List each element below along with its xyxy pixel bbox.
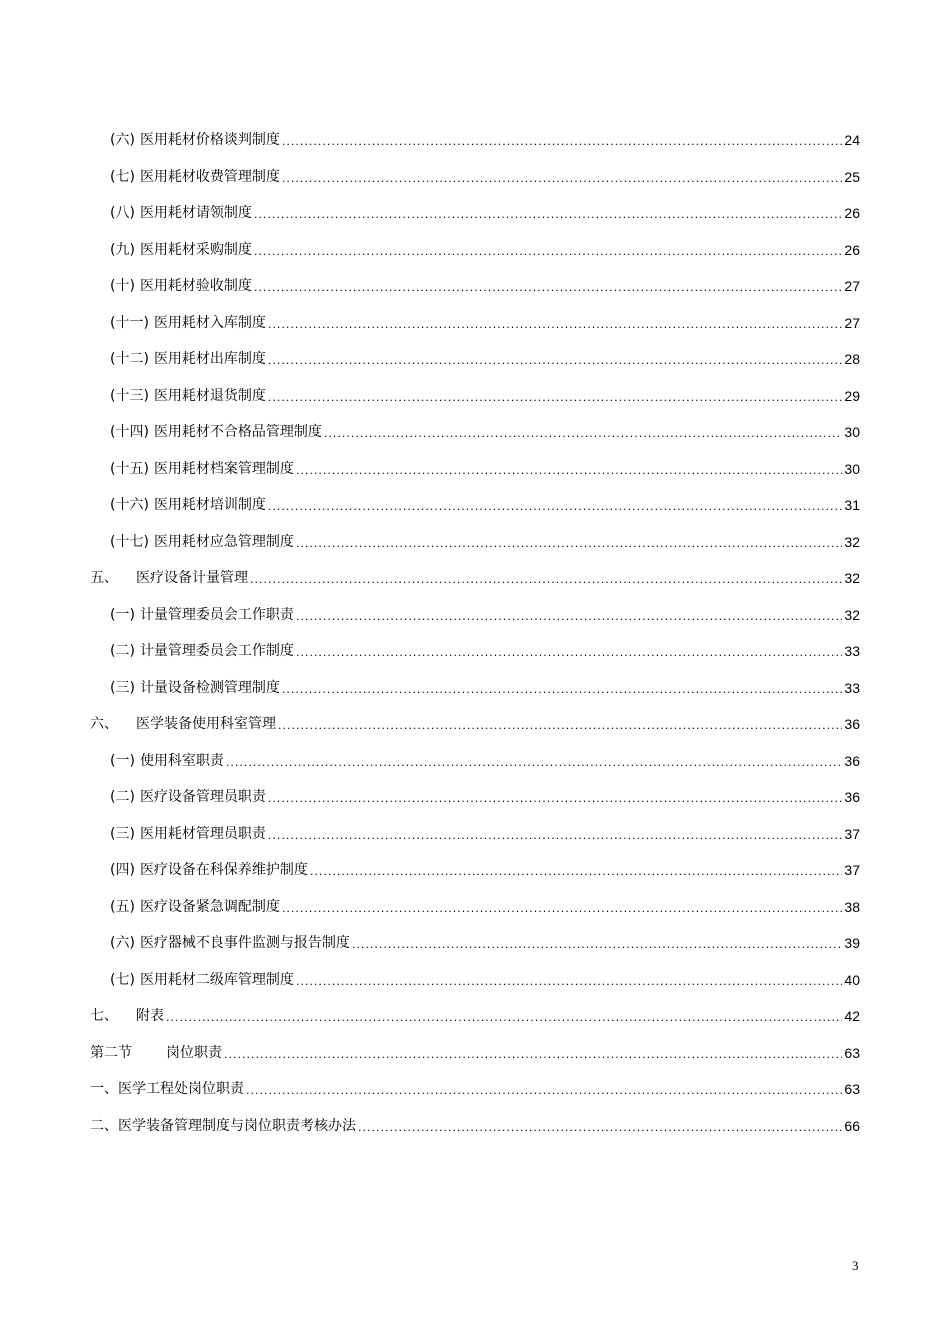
toc-entry-title	[90, 1006, 164, 1026]
toc-entry-page: 30	[844, 424, 860, 440]
toc-entry-title	[90, 1043, 222, 1063]
toc-entry-page: 38	[844, 898, 860, 915]
toc-dot-leader	[268, 826, 842, 846]
toc-entry-number: 六、	[90, 716, 118, 732]
toc-entry[interactable]	[90, 130, 860, 167]
toc-entry-number: 五、	[90, 570, 118, 586]
toc-entry[interactable]	[90, 714, 860, 751]
toc-entry-number: (八)	[110, 205, 135, 221]
toc-entry-number: (七)	[110, 971, 135, 988]
toc-entry-title	[110, 824, 266, 844]
toc-entry[interactable]	[90, 824, 860, 861]
toc-entry-page: 66	[844, 1117, 860, 1134]
toc-entry-title	[110, 167, 280, 187]
toc-entry-title	[110, 605, 294, 625]
toc-entry-number: (十七)	[110, 533, 149, 550]
toc-dot-leader	[268, 789, 842, 809]
toc-entry[interactable]	[90, 240, 860, 277]
toc-dot-leader	[282, 169, 842, 189]
toc-entry-page: 42	[844, 1008, 860, 1024]
toc-entry-text: 医用耗材价格谈判制度	[139, 132, 280, 148]
toc-entry-number: (六)	[110, 132, 135, 148]
toc-entry-number: (五)	[110, 898, 135, 915]
toc-dot-leader	[282, 899, 842, 919]
toc-entry-page: 27	[844, 314, 860, 331]
toc-entry-title	[110, 313, 266, 333]
toc-entry-page: 36	[844, 789, 860, 805]
toc-entry-text: 医疗器械不良事件监测与报告制度	[139, 935, 350, 951]
toc-entry-page: 27	[844, 278, 860, 294]
toc-dot-leader	[310, 862, 842, 882]
toc-entry-title	[90, 568, 248, 588]
toc-entry[interactable]	[90, 751, 860, 788]
toc-dot-leader	[296, 643, 842, 663]
toc-dot-leader	[268, 497, 842, 517]
toc-entry[interactable]	[90, 532, 860, 569]
toc-entry-title	[90, 1079, 244, 1099]
toc-entry-text: 医学装备使用科室管理	[136, 716, 276, 732]
toc-entry[interactable]	[90, 422, 860, 459]
toc-entry-number: 七、	[90, 1008, 118, 1024]
toc-dot-leader	[358, 1118, 842, 1138]
toc-entry-number: (十三)	[110, 387, 149, 404]
toc-entry-text: 医用耗材应急管理制度	[153, 533, 294, 550]
toc-entry-title	[110, 751, 224, 771]
toc-entry-text: 计量管理委员会工作制度	[139, 643, 294, 659]
toc-dot-leader	[296, 534, 842, 554]
toc-entry-title	[110, 897, 280, 917]
toc-entry-number: (六)	[110, 935, 135, 951]
toc-entry-text: 医疗设备计量管理	[136, 570, 248, 586]
toc-entry-title	[90, 1116, 356, 1136]
toc-entry-text: 附表	[136, 1008, 164, 1024]
toc-entry[interactable]	[90, 568, 860, 605]
toc-entry[interactable]	[90, 897, 860, 934]
toc-entry-page: 37	[844, 862, 860, 878]
toc-dot-leader	[268, 388, 842, 408]
toc-entry-page: 28	[844, 351, 860, 367]
toc-dot-leader	[268, 351, 842, 371]
toc-entry-page: 29	[844, 387, 860, 404]
toc-entry-text: 一、医学工程处岗位职责	[90, 1081, 244, 1097]
toc-entry-title	[110, 678, 280, 698]
toc-entry-text: 医疗设备管理员职责	[139, 789, 266, 805]
toc-entry-number: (十五)	[110, 460, 149, 477]
toc-dot-leader	[296, 607, 842, 627]
toc-entry-title	[110, 276, 252, 296]
toc-entry-text: 医用耗材收费管理制度	[139, 168, 280, 185]
toc-entry-title	[110, 860, 308, 880]
toc-entry[interactable]	[90, 459, 860, 496]
toc-entry-page: 37	[844, 825, 860, 842]
toc-entry-number: (九)	[110, 241, 135, 258]
toc-entry-page: 32	[844, 606, 860, 623]
toc-entry-text: 医用耗材二级库管理制度	[139, 971, 294, 988]
toc-entry-page: 36	[844, 752, 860, 769]
toc-entry[interactable]	[90, 787, 860, 824]
toc-entry-number: (一)	[110, 606, 135, 623]
toc-entry[interactable]	[90, 1116, 860, 1153]
toc-entry-page: 31	[844, 497, 860, 513]
toc-entry-number: (三)	[110, 825, 135, 842]
toc-entry[interactable]	[90, 313, 860, 350]
toc-dot-leader	[254, 278, 842, 298]
toc-entry-number: (三)	[110, 679, 135, 696]
toc-entry-text: 医用耗材管理员职责	[139, 825, 266, 842]
table-of-contents	[90, 130, 860, 1152]
toc-entry-text: 二、医学装备管理制度与岗位职责考核办法	[90, 1117, 356, 1134]
toc-entry-text: 计量管理委员会工作职责	[139, 606, 294, 623]
toc-entry-number: (十四)	[110, 424, 149, 440]
toc-entry[interactable]	[90, 349, 860, 386]
toc-entry-title	[110, 787, 266, 807]
toc-entry-number: 第二节	[90, 1044, 132, 1061]
toc-entry-title	[110, 532, 294, 552]
toc-entry-text: 医用耗材不合格品管理制度	[153, 424, 322, 440]
toc-entry-title	[110, 970, 294, 990]
toc-dot-leader	[226, 753, 842, 773]
toc-entry-title	[110, 240, 252, 260]
toc-entry-text: 医用耗材出库制度	[153, 351, 266, 367]
toc-entry-page: 33	[844, 679, 860, 696]
toc-entry-page: 25	[844, 168, 860, 185]
toc-dot-leader	[282, 132, 842, 152]
toc-entry-page: 40	[844, 971, 860, 988]
toc-entry-number: (十二)	[110, 351, 149, 367]
toc-entry-page: 26	[844, 205, 860, 221]
toc-entry-text: 医疗设备紧急调配制度	[139, 898, 280, 915]
toc-dot-leader	[254, 242, 842, 262]
toc-entry-page: 30	[844, 460, 860, 477]
toc-entry-title	[110, 459, 294, 479]
toc-dot-leader	[224, 1045, 842, 1065]
toc-entry-number: (二)	[110, 789, 135, 805]
toc-entry-title	[110, 641, 294, 661]
toc-entry-page: 24	[844, 132, 860, 148]
toc-entry-text: 计量设备检测管理制度	[139, 679, 280, 696]
toc-entry-number: (一)	[110, 752, 135, 769]
toc-entry-title	[110, 130, 280, 150]
toc-entry[interactable]	[90, 970, 860, 1007]
toc-entry-text: 医用耗材档案管理制度	[153, 460, 294, 477]
toc-entry-text: 医用耗材退货制度	[153, 387, 266, 404]
toc-entry-number: (二)	[110, 643, 135, 659]
toc-entry[interactable]	[90, 605, 860, 642]
toc-entry-number: (十一)	[110, 314, 149, 331]
toc-dot-leader	[166, 1008, 842, 1028]
toc-entry[interactable]	[90, 1043, 860, 1080]
toc-entry[interactable]	[90, 167, 860, 204]
toc-entry-page: 32	[844, 570, 860, 586]
toc-entry-text: 医用耗材培训制度	[153, 497, 266, 513]
toc-entry-page: 26	[844, 241, 860, 258]
toc-entry-title	[110, 349, 266, 369]
toc-entry-text: 医用耗材请领制度	[139, 205, 252, 221]
toc-entry-number: (十)	[110, 278, 135, 294]
toc-entry-text: 岗位职责	[166, 1044, 222, 1061]
toc-entry-text: 医用耗材验收制度	[139, 278, 252, 294]
toc-dot-leader	[282, 680, 842, 700]
toc-dot-leader	[254, 205, 842, 225]
toc-entry-text: 医疗设备在科保养维护制度	[139, 862, 308, 878]
toc-entry-title	[110, 933, 350, 953]
toc-entry-title	[110, 203, 252, 223]
toc-entry-text: 医用耗材入库制度	[153, 314, 266, 331]
toc-entry-page: 33	[844, 643, 860, 659]
toc-entry-text: 医用耗材采购制度	[139, 241, 252, 258]
toc-entry[interactable]	[90, 203, 860, 240]
toc-entry-number: (四)	[110, 862, 135, 878]
toc-entry-number: (十六)	[110, 497, 149, 513]
toc-entry-title	[90, 714, 276, 734]
toc-entry-title	[110, 386, 266, 406]
page-number: 3	[852, 1258, 859, 1273]
toc-entry[interactable]	[90, 641, 860, 678]
toc-dot-leader	[246, 1081, 842, 1101]
toc-dot-leader	[324, 424, 842, 444]
toc-dot-leader	[296, 461, 842, 481]
toc-entry[interactable]	[90, 933, 860, 970]
toc-entry[interactable]	[90, 276, 860, 313]
toc-entry[interactable]	[90, 860, 860, 897]
toc-entry-title	[110, 495, 266, 515]
toc-dot-leader	[268, 315, 842, 335]
toc-dot-leader	[296, 972, 842, 992]
toc-dot-leader	[250, 570, 842, 590]
toc-entry[interactable]	[90, 1079, 860, 1116]
toc-entry[interactable]	[90, 1006, 860, 1043]
toc-dot-leader	[278, 716, 842, 736]
toc-entry-page: 63	[844, 1081, 860, 1097]
toc-dot-leader	[352, 935, 842, 955]
toc-entry-page: 36	[844, 716, 860, 732]
toc-entry-page: 32	[844, 533, 860, 550]
toc-entry-number: (七)	[110, 168, 135, 185]
toc-entry-page: 39	[844, 935, 860, 951]
toc-entry-text: 使用科室职责	[139, 752, 224, 769]
toc-entry-title	[110, 422, 322, 442]
toc-entry-page: 63	[844, 1044, 860, 1061]
toc-entry[interactable]	[90, 386, 860, 423]
toc-entry[interactable]	[90, 678, 860, 715]
toc-entry[interactable]	[90, 495, 860, 532]
